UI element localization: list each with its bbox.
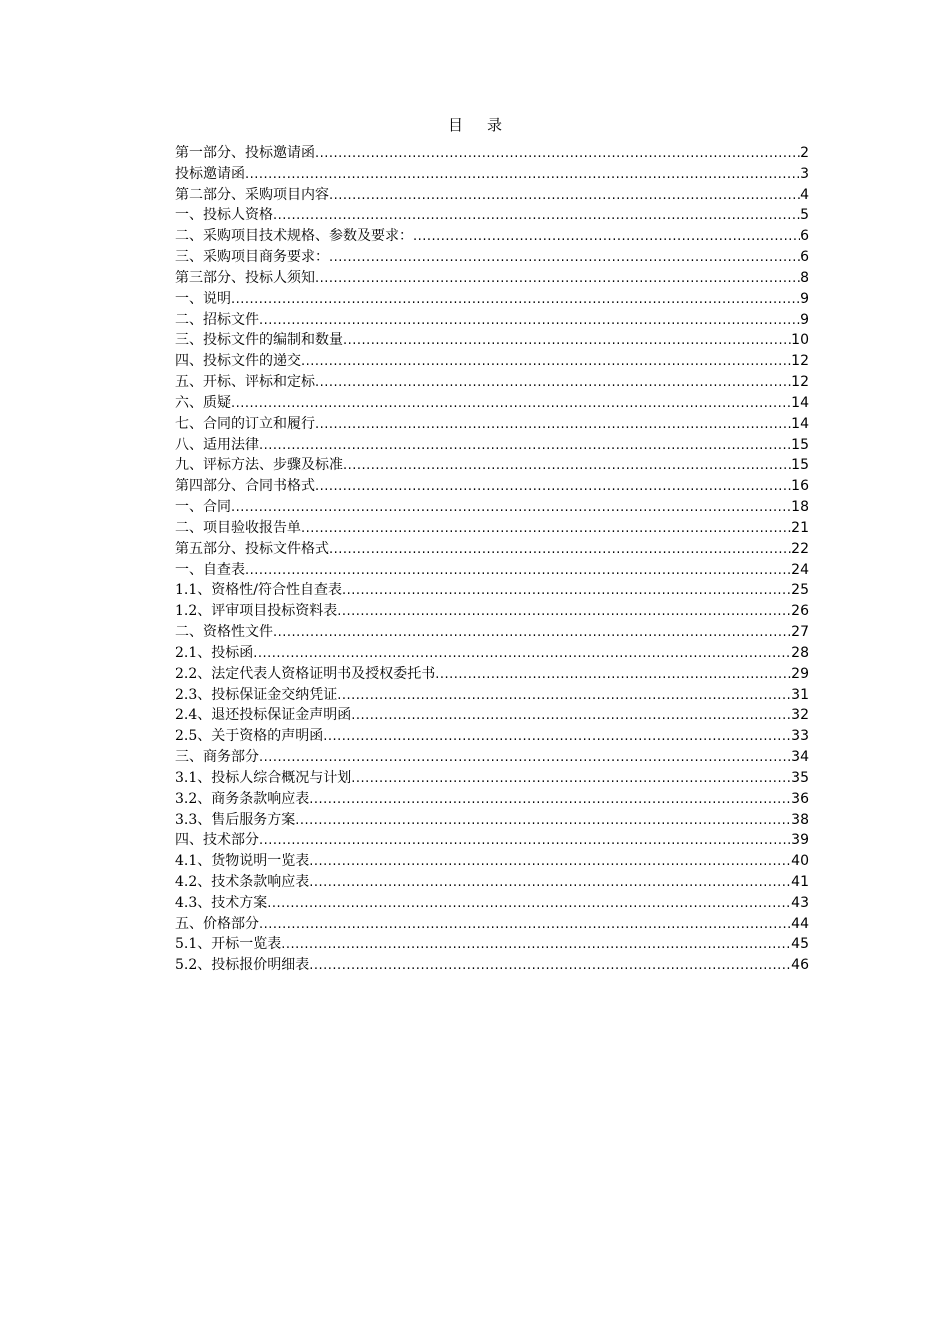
toc-dot-leader <box>231 394 791 414</box>
toc-entry[interactable] <box>175 830 809 851</box>
toc-page-number: 25 <box>791 582 809 599</box>
toc-entry-text: 二、资格性文件 <box>175 624 273 641</box>
toc-entry-text: 六、质疑 <box>175 394 231 411</box>
toc-entry-text: 三、商务部分 <box>175 749 259 766</box>
toc-entry-text: 五、开标、评标和定标 <box>175 374 315 391</box>
toc-entry-text: 投标邀请函 <box>175 165 245 182</box>
toc-entry-text: 3.2、商务条款响应表 <box>175 790 310 807</box>
toc-dot-leader <box>351 769 791 789</box>
toc-entry-text: 第二部分、采购项目内容 <box>175 186 329 203</box>
toc-entry-text: 四、投标文件的递交 <box>175 353 301 370</box>
toc-entry-text: 一、合同 <box>175 499 231 516</box>
toc-dot-leader <box>259 748 791 768</box>
toc-dot-leader <box>245 561 791 581</box>
toc-entry[interactable] <box>175 789 809 810</box>
toc-entry-text: 4.3、技术方案 <box>175 894 268 911</box>
toc-dot-leader <box>315 415 791 435</box>
toc-page-number: 24 <box>791 561 809 578</box>
toc-entry[interactable] <box>175 289 809 310</box>
toc-dot-leader <box>259 436 791 456</box>
toc-entry-text: 一、投标人资格 <box>175 207 273 224</box>
toc-entry-text: 3.3、售后服务方案 <box>175 811 296 828</box>
toc-entry[interactable] <box>175 372 809 393</box>
toc-page-number: 33 <box>791 728 809 745</box>
toc-entry[interactable] <box>175 747 809 768</box>
toc-dot-leader <box>413 227 800 247</box>
toc-dot-leader <box>273 623 791 643</box>
toc-entry[interactable] <box>175 351 809 372</box>
toc-page-number: 26 <box>791 603 809 620</box>
toc-page-number: 18 <box>791 499 809 516</box>
toc-page-number: 45 <box>791 936 809 953</box>
toc-page-number: 39 <box>791 832 809 849</box>
toc-entry-text: 三、投标文件的编制和数量 <box>175 332 343 349</box>
toc-dot-leader <box>295 811 791 831</box>
toc-entry-text: 5.1、开标一览表 <box>175 936 282 953</box>
toc-entry[interactable] <box>175 164 809 185</box>
toc-entry-text: 五、价格部分 <box>175 915 259 932</box>
toc-entry[interactable] <box>175 268 809 289</box>
toc-entry[interactable] <box>175 310 809 331</box>
toc-page-number: 12 <box>791 353 809 370</box>
toc-page-number: 3 <box>800 165 809 182</box>
toc-entry[interactable] <box>175 705 809 726</box>
toc-title <box>0 114 950 135</box>
toc-dot-leader <box>273 206 800 226</box>
toc-entry-text: 4.2、技术条款响应表 <box>175 873 310 890</box>
toc-page-number: 15 <box>791 436 809 453</box>
toc-entry[interactable] <box>175 414 809 435</box>
toc-entry-text: 1.2、评审项目投标资料表 <box>175 603 338 620</box>
toc-dot-leader <box>315 477 791 497</box>
toc-entry[interactable] <box>175 247 809 268</box>
toc-entry-text: 二、招标文件 <box>175 311 259 328</box>
toc-dot-leader <box>309 956 791 976</box>
toc-entry[interactable] <box>175 726 809 747</box>
toc-entry-text: 2.4、退还投标保证金声明函 <box>175 707 352 724</box>
toc-entry[interactable] <box>175 934 809 955</box>
toc-page-number: 15 <box>791 457 809 474</box>
toc-entry[interactable] <box>175 476 809 497</box>
toc-entry-text: 2.3、投标保证金交纳凭证 <box>175 686 338 703</box>
toc-entry[interactable] <box>175 810 809 831</box>
toc-page-number: 34 <box>791 749 809 766</box>
toc-dot-leader <box>435 665 791 685</box>
toc-entry-text: 2.5、关于资格的声明函 <box>175 728 324 745</box>
toc-dot-leader <box>323 727 791 747</box>
toc-entry-text: 一、说明 <box>175 290 231 307</box>
toc-entry-text: 一、自查表 <box>175 561 245 578</box>
toc-entry[interactable] <box>175 914 809 935</box>
toc-page-number: 46 <box>791 957 809 974</box>
toc-entry-text: 5.2、投标报价明细表 <box>175 957 310 974</box>
toc-dot-leader <box>329 248 800 268</box>
toc-dot-leader <box>231 290 800 310</box>
toc-entry-text: 第四部分、合同书格式 <box>175 478 315 495</box>
toc-page-number: 6 <box>800 249 809 266</box>
toc-entry[interactable] <box>175 768 809 789</box>
toc-entry-text: 九、评标方法、步骤及标准 <box>175 457 343 474</box>
toc-page-number: 12 <box>791 374 809 391</box>
toc-page-number: 4 <box>800 186 809 203</box>
toc-entry[interactable] <box>175 893 809 914</box>
toc-page-number: 28 <box>791 644 809 661</box>
toc-entry[interactable] <box>175 205 809 226</box>
toc-entry-text: 第一部分、投标邀请函 <box>175 145 315 161</box>
toc-dot-leader <box>259 831 791 851</box>
toc-entry[interactable] <box>175 185 809 206</box>
toc-entry[interactable] <box>175 851 809 872</box>
toc-dot-leader <box>259 311 800 331</box>
toc-page-number: 43 <box>791 894 809 911</box>
toc-page-number: 9 <box>800 311 809 328</box>
toc-dot-leader <box>337 686 791 706</box>
toc-entry-text: 二、采购项目技术规格、参数及要求： <box>175 228 413 245</box>
toc-page-number: 29 <box>791 665 809 682</box>
toc-page-number: 9 <box>800 290 809 307</box>
toc-entry-text: 第五部分、投标文件格式 <box>175 540 329 557</box>
toc-entry[interactable] <box>175 497 809 518</box>
toc-entry[interactable] <box>175 643 809 664</box>
toc-page-number: 14 <box>791 415 809 432</box>
toc-entry-text: 2.1、投标函 <box>175 644 254 661</box>
toc-dot-leader <box>315 144 800 164</box>
toc-title-char-2: 录 <box>487 116 503 134</box>
toc-page-number: 27 <box>791 624 809 641</box>
toc-page-number: 8 <box>800 269 809 286</box>
toc-page-number: 6 <box>800 228 809 245</box>
toc-dot-leader <box>329 540 791 560</box>
toc-page-number: 44 <box>791 915 809 932</box>
toc-dot-leader <box>343 331 791 351</box>
toc-list <box>175 143 809 976</box>
toc-entry-text: 1.1、资格性/符合性自查表 <box>175 582 342 599</box>
toc-dot-leader <box>245 165 800 185</box>
toc-dot-leader <box>315 269 800 289</box>
toc-entry[interactable] <box>175 580 809 601</box>
toc-entry-text: 2.2、法定代表人资格证明书及授权委托书 <box>175 665 436 682</box>
toc-page-number: 35 <box>791 769 809 786</box>
toc-page-number: 16 <box>791 478 809 495</box>
toc-entry[interactable] <box>175 539 809 560</box>
toc-entry-text: 四、技术部分 <box>175 832 259 849</box>
toc-dot-leader <box>309 790 791 810</box>
toc-entry-text: 二、项目验收报告单 <box>175 519 301 536</box>
toc-page-number: 14 <box>791 394 809 411</box>
toc-entry-text: 4.1、货物说明一览表 <box>175 853 310 870</box>
toc-entry[interactable] <box>175 455 809 476</box>
toc-entry-text: 3.1、投标人综合概况与计划 <box>175 769 352 786</box>
toc-page-number: 36 <box>791 790 809 807</box>
toc-dot-leader <box>267 894 791 914</box>
toc-page-number: 31 <box>791 686 809 703</box>
toc-dot-leader <box>301 519 791 539</box>
toc-page-number: 2 <box>800 145 809 161</box>
toc-entry[interactable] <box>175 955 809 976</box>
toc-entry[interactable] <box>175 143 809 164</box>
toc-title-char-1: 目 <box>447 116 463 134</box>
toc-dot-leader <box>231 498 791 518</box>
toc-entry[interactable] <box>175 393 809 414</box>
toc-dot-leader <box>281 935 791 955</box>
toc-dot-leader <box>342 581 791 601</box>
toc-dot-leader <box>337 602 791 622</box>
toc-entry[interactable] <box>175 872 809 893</box>
toc-page-number: 32 <box>791 707 809 724</box>
toc-entry[interactable] <box>175 226 809 247</box>
toc-entry-text: 第三部分、投标人须知 <box>175 269 315 286</box>
toc-dot-leader <box>309 873 791 893</box>
toc-entry[interactable] <box>175 622 809 643</box>
toc-page-number: 40 <box>791 853 809 870</box>
toc-page-number: 38 <box>791 811 809 828</box>
toc-dot-leader <box>301 352 791 372</box>
toc-dot-leader <box>329 186 800 206</box>
toc-entry[interactable] <box>175 435 809 456</box>
toc-dot-leader <box>343 456 791 476</box>
toc-entry[interactable] <box>175 664 809 685</box>
toc-page-number: 21 <box>791 519 809 536</box>
toc-dot-leader <box>351 706 791 726</box>
toc-page-number: 10 <box>791 332 809 349</box>
toc-dot-leader <box>259 915 791 935</box>
toc-entry[interactable] <box>175 601 809 622</box>
toc-dot-leader <box>253 644 791 664</box>
toc-entry-text: 八、适用法律 <box>175 436 259 453</box>
toc-page-number: 41 <box>791 873 809 890</box>
toc-entry-text: 七、合同的订立和履行 <box>175 415 315 432</box>
toc-entry[interactable] <box>175 560 809 581</box>
toc-dot-leader <box>309 852 791 872</box>
toc-page-number: 5 <box>800 207 809 224</box>
toc-entry-text: 三、采购项目商务要求： <box>175 249 329 266</box>
toc-entry[interactable] <box>175 685 809 706</box>
toc-entry[interactable] <box>175 330 809 351</box>
toc-entry[interactable] <box>175 518 809 539</box>
toc-dot-leader <box>315 373 791 393</box>
toc-page-number: 22 <box>791 540 809 557</box>
